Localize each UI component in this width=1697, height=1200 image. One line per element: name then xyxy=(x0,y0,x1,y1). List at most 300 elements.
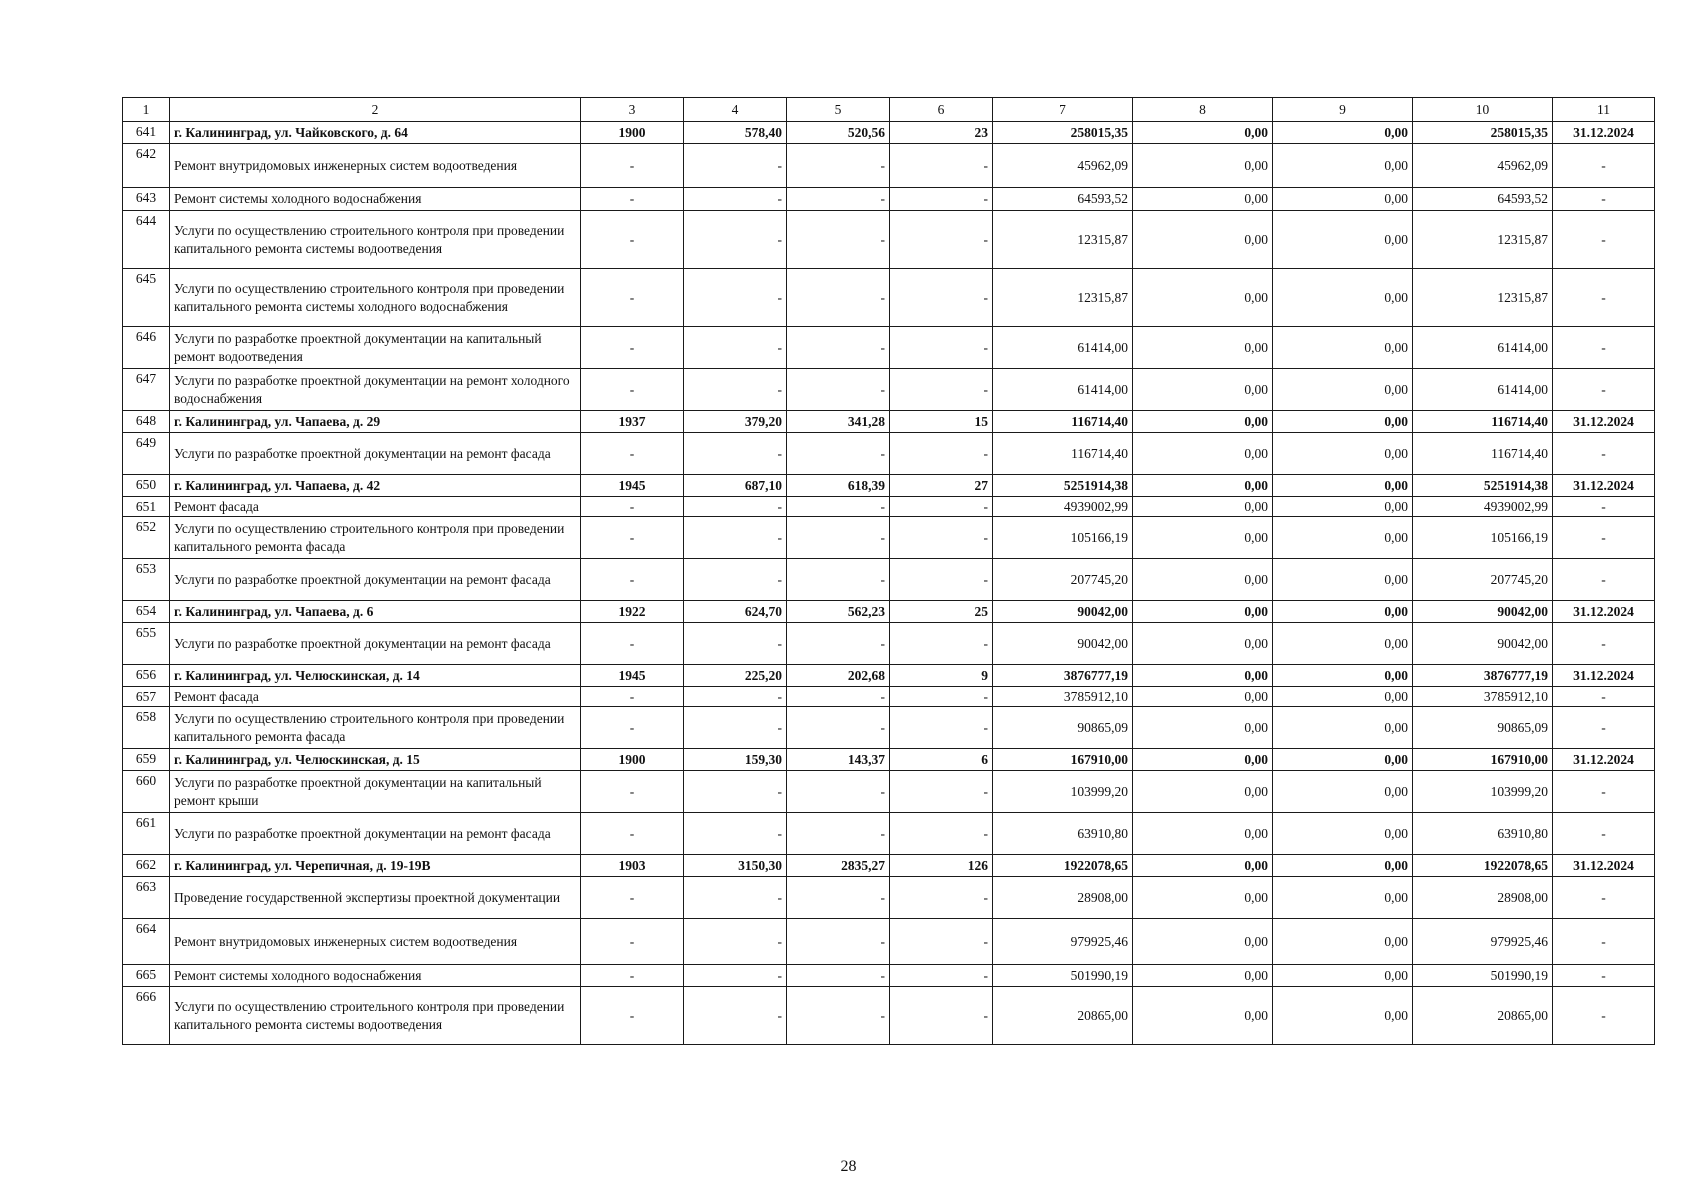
total-cost-cell: 90042,00 xyxy=(993,623,1133,665)
deadline-cell: 31.12.2024 xyxy=(1553,475,1655,497)
budget-cost-cell: 0,00 xyxy=(1273,707,1413,749)
residents-cell: - xyxy=(890,269,993,327)
year-cell: - xyxy=(581,211,684,269)
row-number: 652 xyxy=(123,517,170,559)
work-name: г. Калининград, ул. Чапаева, д. 29 xyxy=(170,411,581,433)
work-row xyxy=(123,327,1655,369)
area-cell: - xyxy=(684,559,787,601)
area-cell: - xyxy=(684,188,787,211)
year-cell: - xyxy=(581,269,684,327)
area-cell: 379,20 xyxy=(684,411,787,433)
fund-cost-cell: 0,00 xyxy=(1133,623,1273,665)
fund-cost-cell: 0,00 xyxy=(1133,687,1273,707)
living-area-cell: - xyxy=(787,517,890,559)
year-cell: - xyxy=(581,919,684,965)
row-number: 646 xyxy=(123,327,170,369)
work-row xyxy=(123,559,1655,601)
work-row xyxy=(123,188,1655,211)
area-cell: - xyxy=(684,687,787,707)
owner-cost-cell: 90042,00 xyxy=(1413,601,1553,623)
column-header: 9 xyxy=(1273,98,1413,122)
total-cost-cell: 105166,19 xyxy=(993,517,1133,559)
work-name: Услуги по разработке проектной документации на капитальный ремонт крыши xyxy=(170,771,581,813)
budget-cost-cell: 0,00 xyxy=(1273,687,1413,707)
year-cell: - xyxy=(581,144,684,188)
budget-cost-cell: 0,00 xyxy=(1273,269,1413,327)
house-row xyxy=(123,122,1655,144)
area-cell: - xyxy=(684,813,787,855)
budget-cost-cell: 0,00 xyxy=(1273,475,1413,497)
row-number: 666 xyxy=(123,987,170,1045)
area-cell: - xyxy=(684,497,787,517)
total-cost-cell: 103999,20 xyxy=(993,771,1133,813)
owner-cost-cell: 103999,20 xyxy=(1413,771,1553,813)
row-number: 658 xyxy=(123,707,170,749)
budget-cost-cell: 0,00 xyxy=(1273,813,1413,855)
residents-cell: - xyxy=(890,623,993,665)
work-name: Услуги по осуществлению строительного контроля при проведении капитального ремонта фасада xyxy=(170,517,581,559)
work-row xyxy=(123,813,1655,855)
living-area-cell: - xyxy=(787,497,890,517)
owner-cost-cell: 28908,00 xyxy=(1413,877,1553,919)
work-row xyxy=(123,965,1655,987)
living-area-cell: 618,39 xyxy=(787,475,890,497)
living-area-cell: 2835,27 xyxy=(787,855,890,877)
work-name: Услуги по разработке проектной документации на ремонт фасада xyxy=(170,433,581,475)
deadline-cell: - xyxy=(1553,433,1655,475)
year-cell: - xyxy=(581,623,684,665)
house-row xyxy=(123,665,1655,687)
deadline-cell: - xyxy=(1553,687,1655,707)
row-number: 650 xyxy=(123,475,170,497)
owner-cost-cell: 5251914,38 xyxy=(1413,475,1553,497)
residents-cell: - xyxy=(890,211,993,269)
deadline-cell: - xyxy=(1553,211,1655,269)
deadline-cell: - xyxy=(1553,987,1655,1045)
owner-cost-cell: 64593,52 xyxy=(1413,188,1553,211)
row-number: 661 xyxy=(123,813,170,855)
owner-cost-cell: 116714,40 xyxy=(1413,411,1553,433)
living-area-cell: - xyxy=(787,269,890,327)
residents-cell: - xyxy=(890,188,993,211)
fund-cost-cell: 0,00 xyxy=(1133,327,1273,369)
fund-cost-cell: 0,00 xyxy=(1133,433,1273,475)
year-cell: 1903 xyxy=(581,855,684,877)
fund-cost-cell: 0,00 xyxy=(1133,188,1273,211)
owner-cost-cell: 501990,19 xyxy=(1413,965,1553,987)
work-name: Услуги по разработке проектной документации на ремонт фасада xyxy=(170,813,581,855)
column-header: 8 xyxy=(1133,98,1273,122)
total-cost-cell: 90042,00 xyxy=(993,601,1133,623)
deadline-cell: - xyxy=(1553,369,1655,411)
budget-cost-cell: 0,00 xyxy=(1273,517,1413,559)
area-cell: - xyxy=(684,707,787,749)
work-row xyxy=(123,517,1655,559)
column-number-row xyxy=(123,98,1655,122)
deadline-cell: - xyxy=(1553,813,1655,855)
work-name: г. Калининград, ул. Чапаева, д. 42 xyxy=(170,475,581,497)
row-number: 648 xyxy=(123,411,170,433)
year-cell: - xyxy=(581,559,684,601)
budget-cost-cell: 0,00 xyxy=(1273,919,1413,965)
deadline-cell: - xyxy=(1553,877,1655,919)
fund-cost-cell: 0,00 xyxy=(1133,987,1273,1045)
area-cell: - xyxy=(684,623,787,665)
deadline-cell: - xyxy=(1553,327,1655,369)
deadline-cell: 31.12.2024 xyxy=(1553,665,1655,687)
total-cost-cell: 116714,40 xyxy=(993,411,1133,433)
year-cell: - xyxy=(581,771,684,813)
work-name: Услуги по осуществлению строительного контроля при проведении капитального ремонта системы холодного водоснабжения xyxy=(170,269,581,327)
work-name: Ремонт фасада xyxy=(170,687,581,707)
living-area-cell: - xyxy=(787,771,890,813)
total-cost-cell: 3785912,10 xyxy=(993,687,1133,707)
year-cell: - xyxy=(581,813,684,855)
row-number: 644 xyxy=(123,211,170,269)
work-name: Проведение государственной экспертизы проектной документации xyxy=(170,877,581,919)
work-name: г. Калининград, ул. Челюскинская, д. 15 xyxy=(170,749,581,771)
work-name: г. Калининград, ул. Чайковского, д. 64 xyxy=(170,122,581,144)
area-cell: - xyxy=(684,369,787,411)
living-area-cell: - xyxy=(787,433,890,475)
area-cell: - xyxy=(684,211,787,269)
living-area-cell: - xyxy=(787,327,890,369)
fund-cost-cell: 0,00 xyxy=(1133,411,1273,433)
row-number: 651 xyxy=(123,497,170,517)
house-row xyxy=(123,601,1655,623)
area-cell: 578,40 xyxy=(684,122,787,144)
work-name: Услуги по осуществлению строительного контроля при проведении капитального ремонта фасада xyxy=(170,707,581,749)
deadline-cell: - xyxy=(1553,188,1655,211)
column-header: 7 xyxy=(993,98,1133,122)
budget-cost-cell: 0,00 xyxy=(1273,749,1413,771)
work-name: Услуги по разработке проектной документации на ремонт фасада xyxy=(170,559,581,601)
work-name: Услуги по разработке проектной документации на капитальный ремонт водоотведения xyxy=(170,327,581,369)
living-area-cell: - xyxy=(787,559,890,601)
year-cell: 1937 xyxy=(581,411,684,433)
deadline-cell: 31.12.2024 xyxy=(1553,411,1655,433)
area-cell: - xyxy=(684,517,787,559)
work-name: Услуги по осуществлению строительного контроля при проведении капитального ремонта системы водоотведения xyxy=(170,211,581,269)
residents-cell: 23 xyxy=(890,122,993,144)
fund-cost-cell: 0,00 xyxy=(1133,497,1273,517)
budget-cost-cell: 0,00 xyxy=(1273,665,1413,687)
owner-cost-cell: 90865,09 xyxy=(1413,707,1553,749)
deadline-cell: - xyxy=(1553,269,1655,327)
total-cost-cell: 116714,40 xyxy=(993,433,1133,475)
work-name: Ремонт системы холодного водоснабжения xyxy=(170,188,581,211)
budget-cost-cell: 0,00 xyxy=(1273,497,1413,517)
living-area-cell: 341,28 xyxy=(787,411,890,433)
owner-cost-cell: 207745,20 xyxy=(1413,559,1553,601)
owner-cost-cell: 105166,19 xyxy=(1413,517,1553,559)
budget-cost-cell: 0,00 xyxy=(1273,771,1413,813)
living-area-cell: - xyxy=(787,188,890,211)
residents-cell: - xyxy=(890,965,993,987)
work-name: г. Калининград, ул. Челюскинская, д. 14 xyxy=(170,665,581,687)
year-cell: - xyxy=(581,327,684,369)
deadline-cell: - xyxy=(1553,707,1655,749)
work-name: Услуги по осуществлению строительного контроля при проведении капитального ремонта системы водоотведения xyxy=(170,987,581,1045)
budget-cost-cell: 0,00 xyxy=(1273,987,1413,1045)
living-area-cell: - xyxy=(787,687,890,707)
owner-cost-cell: 63910,80 xyxy=(1413,813,1553,855)
area-cell: 159,30 xyxy=(684,749,787,771)
deadline-cell: - xyxy=(1553,771,1655,813)
area-cell: - xyxy=(684,919,787,965)
work-row xyxy=(123,497,1655,517)
work-name: Услуги по разработке проектной документации на ремонт холодного водоснабжения xyxy=(170,369,581,411)
fund-cost-cell: 0,00 xyxy=(1133,122,1273,144)
deadline-cell: 31.12.2024 xyxy=(1553,122,1655,144)
total-cost-cell: 979925,46 xyxy=(993,919,1133,965)
living-area-cell: 562,23 xyxy=(787,601,890,623)
fund-cost-cell: 0,00 xyxy=(1133,517,1273,559)
residents-cell: - xyxy=(890,987,993,1045)
year-cell: - xyxy=(581,433,684,475)
fund-cost-cell: 0,00 xyxy=(1133,269,1273,327)
work-row xyxy=(123,211,1655,269)
total-cost-cell: 45962,09 xyxy=(993,144,1133,188)
year-cell: 1922 xyxy=(581,601,684,623)
total-cost-cell: 12315,87 xyxy=(993,269,1133,327)
year-cell: - xyxy=(581,877,684,919)
year-cell: - xyxy=(581,497,684,517)
total-cost-cell: 207745,20 xyxy=(993,559,1133,601)
fund-cost-cell: 0,00 xyxy=(1133,211,1273,269)
row-number: 647 xyxy=(123,369,170,411)
year-cell: - xyxy=(581,188,684,211)
row-number: 643 xyxy=(123,188,170,211)
work-name: Ремонт внутридомовых инженерных систем водоотведения xyxy=(170,919,581,965)
row-number: 663 xyxy=(123,877,170,919)
work-row xyxy=(123,919,1655,965)
deadline-cell: - xyxy=(1553,623,1655,665)
house-row xyxy=(123,411,1655,433)
row-number: 655 xyxy=(123,623,170,665)
house-row xyxy=(123,749,1655,771)
area-cell: - xyxy=(684,877,787,919)
residents-cell: - xyxy=(890,687,993,707)
living-area-cell: - xyxy=(787,369,890,411)
row-number: 659 xyxy=(123,749,170,771)
living-area-cell: - xyxy=(787,623,890,665)
total-cost-cell: 4939002,99 xyxy=(993,497,1133,517)
residents-cell: - xyxy=(890,707,993,749)
living-area-cell: - xyxy=(787,144,890,188)
deadline-cell: - xyxy=(1553,965,1655,987)
area-cell: 624,70 xyxy=(684,601,787,623)
total-cost-cell: 64593,52 xyxy=(993,188,1133,211)
year-cell: 1900 xyxy=(581,749,684,771)
budget-cost-cell: 0,00 xyxy=(1273,623,1413,665)
work-row xyxy=(123,707,1655,749)
owner-cost-cell: 12315,87 xyxy=(1413,269,1553,327)
row-number: 662 xyxy=(123,855,170,877)
owner-cost-cell: 90042,00 xyxy=(1413,623,1553,665)
total-cost-cell: 258015,35 xyxy=(993,122,1133,144)
fund-cost-cell: 0,00 xyxy=(1133,144,1273,188)
total-cost-cell: 5251914,38 xyxy=(993,475,1133,497)
year-cell: - xyxy=(581,987,684,1045)
residents-cell: 9 xyxy=(890,665,993,687)
total-cost-cell: 61414,00 xyxy=(993,369,1133,411)
budget-cost-cell: 0,00 xyxy=(1273,965,1413,987)
row-number: 657 xyxy=(123,687,170,707)
row-number: 649 xyxy=(123,433,170,475)
total-cost-cell: 12315,87 xyxy=(993,211,1133,269)
year-cell: - xyxy=(581,965,684,987)
budget-cost-cell: 0,00 xyxy=(1273,144,1413,188)
total-cost-cell: 90865,09 xyxy=(993,707,1133,749)
residents-cell: - xyxy=(890,497,993,517)
year-cell: 1945 xyxy=(581,475,684,497)
year-cell: 1945 xyxy=(581,665,684,687)
area-cell: - xyxy=(684,433,787,475)
budget-cost-cell: 0,00 xyxy=(1273,411,1413,433)
work-row xyxy=(123,623,1655,665)
row-number: 653 xyxy=(123,559,170,601)
work-name: г. Калининград, ул. Черепичная, д. 19-19В xyxy=(170,855,581,877)
year-cell: - xyxy=(581,517,684,559)
residents-cell: 25 xyxy=(890,601,993,623)
fund-cost-cell: 0,00 xyxy=(1133,813,1273,855)
work-name: Ремонт фасада xyxy=(170,497,581,517)
area-cell: - xyxy=(684,965,787,987)
fund-cost-cell: 0,00 xyxy=(1133,707,1273,749)
residents-cell: 126 xyxy=(890,855,993,877)
work-name: Ремонт системы холодного водоснабжения xyxy=(170,965,581,987)
column-header: 1 xyxy=(123,98,170,122)
fund-cost-cell: 0,00 xyxy=(1133,601,1273,623)
residents-cell: 27 xyxy=(890,475,993,497)
owner-cost-cell: 167910,00 xyxy=(1413,749,1553,771)
row-number: 654 xyxy=(123,601,170,623)
area-cell: - xyxy=(684,327,787,369)
owner-cost-cell: 4939002,99 xyxy=(1413,497,1553,517)
owner-cost-cell: 20865,00 xyxy=(1413,987,1553,1045)
residents-cell: - xyxy=(890,559,993,601)
area-cell: 225,20 xyxy=(684,665,787,687)
budget-cost-cell: 0,00 xyxy=(1273,188,1413,211)
year-cell: - xyxy=(581,687,684,707)
residents-cell: - xyxy=(890,919,993,965)
work-row xyxy=(123,369,1655,411)
work-name: г. Калининград, ул. Чапаева, д. 6 xyxy=(170,601,581,623)
work-row xyxy=(123,687,1655,707)
residents-cell: - xyxy=(890,813,993,855)
year-cell: - xyxy=(581,369,684,411)
residents-cell: 15 xyxy=(890,411,993,433)
area-cell: - xyxy=(684,987,787,1045)
budget-cost-cell: 0,00 xyxy=(1273,327,1413,369)
total-cost-cell: 28908,00 xyxy=(993,877,1133,919)
column-header: 6 xyxy=(890,98,993,122)
registry-table xyxy=(122,97,1655,1045)
residents-cell: - xyxy=(890,369,993,411)
column-header: 2 xyxy=(170,98,581,122)
owner-cost-cell: 1922078,65 xyxy=(1413,855,1553,877)
deadline-cell: - xyxy=(1553,144,1655,188)
living-area-cell: - xyxy=(787,707,890,749)
living-area-cell: - xyxy=(787,919,890,965)
row-number: 664 xyxy=(123,919,170,965)
total-cost-cell: 61414,00 xyxy=(993,327,1133,369)
fund-cost-cell: 0,00 xyxy=(1133,369,1273,411)
fund-cost-cell: 0,00 xyxy=(1133,965,1273,987)
owner-cost-cell: 3876777,19 xyxy=(1413,665,1553,687)
residents-cell: - xyxy=(890,771,993,813)
area-cell: 687,10 xyxy=(684,475,787,497)
owner-cost-cell: 61414,00 xyxy=(1413,327,1553,369)
work-row xyxy=(123,144,1655,188)
area-cell: - xyxy=(684,144,787,188)
column-header: 4 xyxy=(684,98,787,122)
house-row xyxy=(123,475,1655,497)
living-area-cell: - xyxy=(787,877,890,919)
residents-cell: - xyxy=(890,144,993,188)
total-cost-cell: 167910,00 xyxy=(993,749,1133,771)
total-cost-cell: 501990,19 xyxy=(993,965,1133,987)
area-cell: 3150,30 xyxy=(684,855,787,877)
deadline-cell: 31.12.2024 xyxy=(1553,749,1655,771)
row-number: 641 xyxy=(123,122,170,144)
area-cell: - xyxy=(684,269,787,327)
owner-cost-cell: 116714,40 xyxy=(1413,433,1553,475)
owner-cost-cell: 45962,09 xyxy=(1413,144,1553,188)
residents-cell: - xyxy=(890,877,993,919)
budget-cost-cell: 0,00 xyxy=(1273,855,1413,877)
residents-cell: - xyxy=(890,433,993,475)
residents-cell: 6 xyxy=(890,749,993,771)
living-area-cell: 520,56 xyxy=(787,122,890,144)
year-cell: - xyxy=(581,707,684,749)
fund-cost-cell: 0,00 xyxy=(1133,771,1273,813)
area-cell: - xyxy=(684,771,787,813)
row-number: 660 xyxy=(123,771,170,813)
work-row xyxy=(123,269,1655,327)
row-number: 642 xyxy=(123,144,170,188)
house-row xyxy=(123,855,1655,877)
budget-cost-cell: 0,00 xyxy=(1273,559,1413,601)
owner-cost-cell: 979925,46 xyxy=(1413,919,1553,965)
column-header: 5 xyxy=(787,98,890,122)
living-area-cell: 202,68 xyxy=(787,665,890,687)
fund-cost-cell: 0,00 xyxy=(1133,855,1273,877)
year-cell: 1900 xyxy=(581,122,684,144)
deadline-cell: - xyxy=(1553,497,1655,517)
deadline-cell: - xyxy=(1553,517,1655,559)
total-cost-cell: 1922078,65 xyxy=(993,855,1133,877)
total-cost-cell: 63910,80 xyxy=(993,813,1133,855)
living-area-cell: - xyxy=(787,211,890,269)
column-header: 10 xyxy=(1413,98,1553,122)
fund-cost-cell: 0,00 xyxy=(1133,475,1273,497)
living-area-cell: - xyxy=(787,813,890,855)
budget-cost-cell: 0,00 xyxy=(1273,122,1413,144)
budget-cost-cell: 0,00 xyxy=(1273,369,1413,411)
budget-cost-cell: 0,00 xyxy=(1273,877,1413,919)
fund-cost-cell: 0,00 xyxy=(1133,559,1273,601)
budget-cost-cell: 0,00 xyxy=(1273,211,1413,269)
row-number: 656 xyxy=(123,665,170,687)
total-cost-cell: 3876777,19 xyxy=(993,665,1133,687)
work-row xyxy=(123,771,1655,813)
owner-cost-cell: 258015,35 xyxy=(1413,122,1553,144)
total-cost-cell: 20865,00 xyxy=(993,987,1133,1045)
work-name: Услуги по разработке проектной документации на ремонт фасада xyxy=(170,623,581,665)
fund-cost-cell: 0,00 xyxy=(1133,919,1273,965)
